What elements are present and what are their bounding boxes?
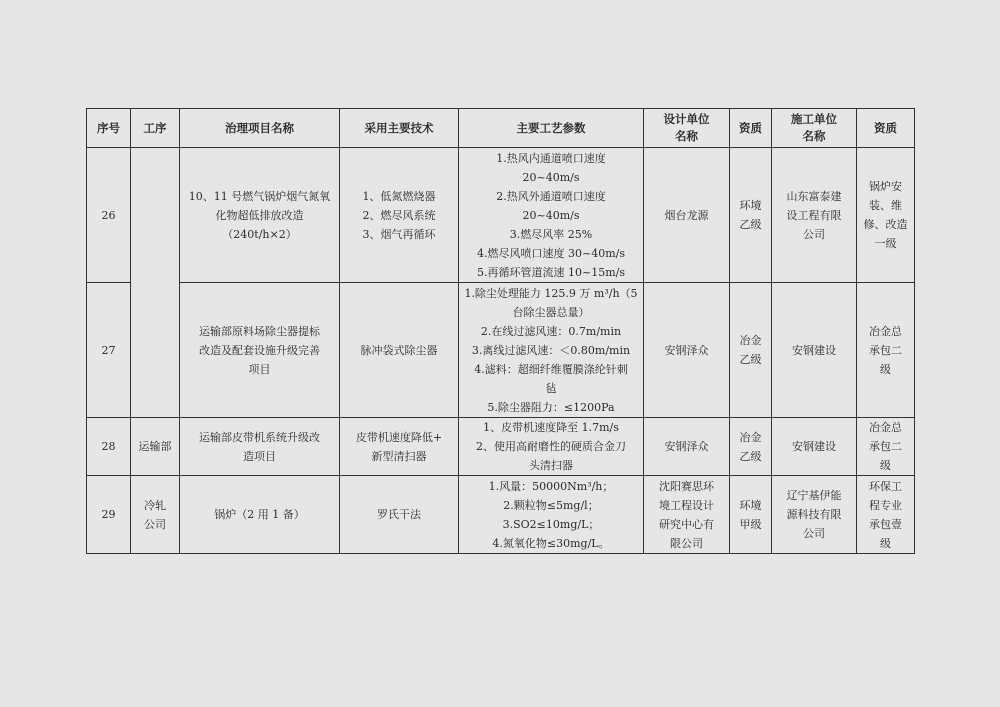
project-name-cell: 运输部原料场除尘器提标 改造及配套设施升级完善 项目 <box>180 283 340 418</box>
table-row <box>87 476 915 554</box>
qualification-cell: 环保工 程专业 承包壹 级 <box>857 476 915 554</box>
header-row <box>87 109 915 148</box>
header-project: 治理项目名称 <box>180 109 340 148</box>
params-cell: 1.风量：50000Nm³/h； 2.颗粒物≤5mg/l； 3.SO2≤10mg/L； 4.氮氧化物≤30mg/L。 <box>459 476 644 554</box>
tech-cell: 1、低氮燃烧器 2、燃尽风系统 3、烟气再循环 <box>340 148 459 283</box>
header-no: 序号 <box>87 109 131 148</box>
qualification-cell: 环境 甲级 <box>730 476 772 554</box>
header-process: 工序 <box>131 109 180 148</box>
header-design-unit: 设计单位 名称 <box>644 109 730 148</box>
project-name-cell: 10、11 号燃气锅炉烟气氮氧 化物超低排放改造 （240t/h×2） <box>180 148 340 283</box>
table-row <box>87 283 915 418</box>
qualification-cell: 冶金总 承包二 级 <box>857 283 915 418</box>
governance-projects-table <box>86 108 915 554</box>
header-params: 主要工艺参数 <box>459 109 644 148</box>
tech-cell: 脉冲袋式除尘器 <box>340 283 459 418</box>
qualification-cell: 冶金 乙级 <box>730 418 772 476</box>
header-tech: 采用主要技术 <box>340 109 459 148</box>
qualification-cell: 锅炉安 装、维 修、改造 一级 <box>857 148 915 283</box>
process-cell <box>131 148 180 418</box>
project-name-cell: 锅炉（2 用 1 备） <box>180 476 340 554</box>
construct-unit-cell: 山东富泰建 设工程有限 公司 <box>772 148 857 283</box>
params-cell: 1、皮带机速度降至 1.7m/s 2、使用高耐磨性的硬质合金刀 头清扫器 <box>459 418 644 476</box>
construct-unit-cell: 安钢建设 <box>772 283 857 418</box>
qualification-cell: 冶金总 承包二 级 <box>857 418 915 476</box>
row-no: 29 <box>87 476 131 554</box>
design-unit-cell: 烟台龙源 <box>644 148 730 283</box>
table-row <box>87 148 915 283</box>
qualification-cell: 冶金 乙级 <box>730 283 772 418</box>
qualification-cell: 环境 乙级 <box>730 148 772 283</box>
header-qualification-2: 资质 <box>857 109 915 148</box>
construct-unit-cell: 安钢建设 <box>772 418 857 476</box>
row-no: 28 <box>87 418 131 476</box>
row-no: 27 <box>87 283 131 418</box>
params-cell: 1.热风内通道喷口速度 20~40m/s 2.热风外通道喷口速度 20~40m/s 3.燃尽风率 25% 4.燃尽风喷口速度 30~40m/s 5.再循环管道流速 10~15m/s <box>459 148 644 283</box>
design-unit-cell: 安钢泽众 <box>644 418 730 476</box>
project-name-cell: 运输部皮带机系统升级改 造项目 <box>180 418 340 476</box>
process-cell: 冷轧 公司 <box>131 476 180 554</box>
tech-cell: 罗氏干法 <box>340 476 459 554</box>
process-cell: 运输部 <box>131 418 180 476</box>
design-unit-cell: 沈阳赛思环 境工程设计 研究中心有 限公司 <box>644 476 730 554</box>
header-construct-unit: 施工单位 名称 <box>772 109 857 148</box>
params-cell: 1.除尘处理能力 125.9 万 m³/h（5 台除尘器总量） 2.在线过滤风速：0.7m/min 3.离线过滤风速：＜0.80m/min 4.滤料：超细纤维覆膜涤纶针刺 毡 5.除尘器阻力：≤1200Pa <box>459 283 644 418</box>
table-row <box>87 418 915 476</box>
tech-cell: 皮带机速度降低+ 新型清扫器 <box>340 418 459 476</box>
row-no: 26 <box>87 148 131 283</box>
design-unit-cell: 安钢泽众 <box>644 283 730 418</box>
header-qualification-1: 资质 <box>730 109 772 148</box>
construct-unit-cell: 辽宁基伊能 源科技有限 公司 <box>772 476 857 554</box>
